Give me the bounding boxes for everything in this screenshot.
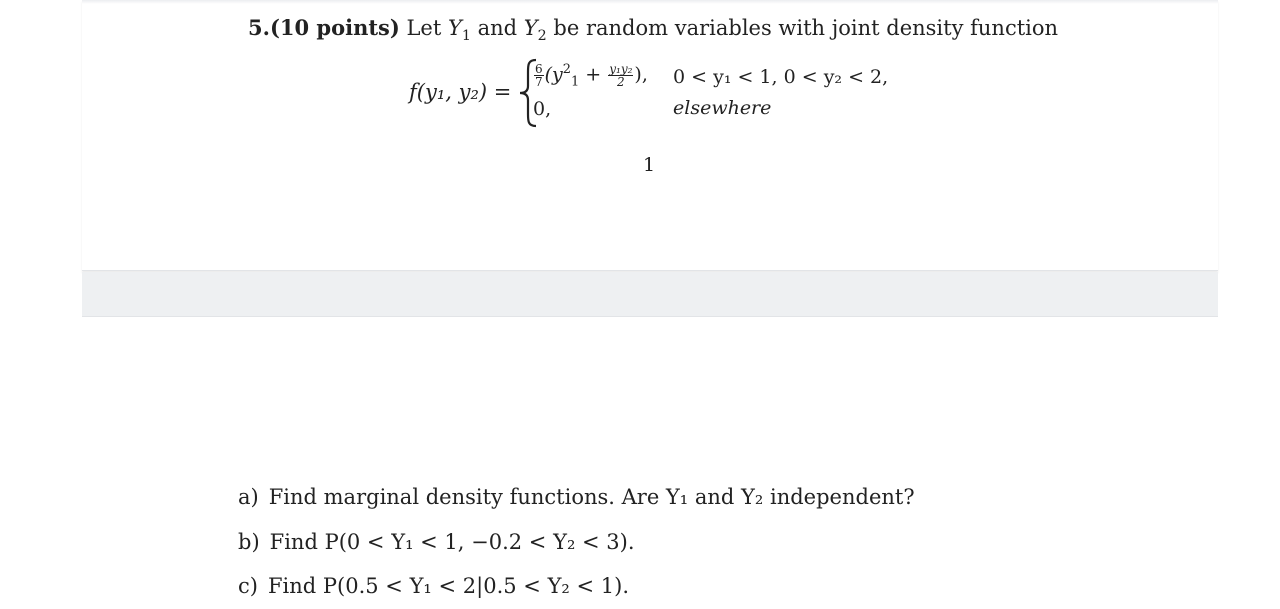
problem-number: 5. — [248, 15, 270, 40]
case-1-superscript: 2 — [562, 62, 572, 78]
case-1-open: (y — [544, 63, 563, 86]
page-top-shadow — [82, 0, 1218, 4]
fraction-numerator: 6 — [535, 62, 543, 76]
density-case-1-condition: 0 < y₁ < 1, 0 < y₂ < 2, — [673, 66, 889, 88]
variable-y2-subscript: 2 — [537, 28, 547, 45]
density-function-lhs: f(y₁, y₂) = — [409, 80, 512, 104]
fraction-denominator: 2 — [617, 75, 625, 89]
problem-text-2: and — [470, 16, 524, 40]
question-text: Find marginal density functions. Are Y₁ and Y₂ independent? — [268, 485, 915, 509]
question-b — [238, 530, 635, 554]
case-1-close: ), — [634, 63, 648, 86]
density-case-2-condition: elsewhere — [673, 97, 772, 119]
problem-text-1: Let — [399, 16, 448, 40]
case-1-plus: + — [579, 63, 608, 86]
question-label: c) — [238, 574, 258, 598]
variable-y2: Y — [523, 16, 538, 40]
question-text: Find P(0 < Y₁ < 1, −0.2 < Y₂ < 3). — [269, 530, 635, 554]
density-case-1-expression — [533, 63, 648, 88]
variable-y1-subscript: 1 — [461, 28, 471, 45]
case-1-subscript: 1 — [571, 74, 580, 90]
page-separator — [82, 272, 1218, 316]
document-page-1 — [82, 0, 1218, 271]
problem-points: (10 points) — [269, 15, 400, 40]
density-case-2-value: 0, — [533, 98, 552, 120]
fraction-six-sevenths — [534, 63, 544, 88]
problem-statement — [248, 15, 1059, 45]
problem-text-3: be random variables with joint density function — [546, 16, 1059, 40]
question-label: b) — [238, 530, 260, 554]
fraction-numerator: y₁y₂ — [609, 62, 633, 76]
question-label: a) — [238, 485, 259, 509]
document-page-2 — [82, 316, 1218, 609]
page-number: 1 — [643, 154, 656, 176]
question-text: Find P(0.5 < Y₁ < 2|0.5 < Y₂ < 1). — [267, 574, 630, 598]
question-c — [238, 574, 629, 598]
fraction-y1y2-over-2 — [608, 63, 633, 88]
variable-y1: Y — [447, 16, 462, 40]
fraction-denominator: 7 — [535, 75, 543, 89]
question-a — [238, 485, 915, 509]
